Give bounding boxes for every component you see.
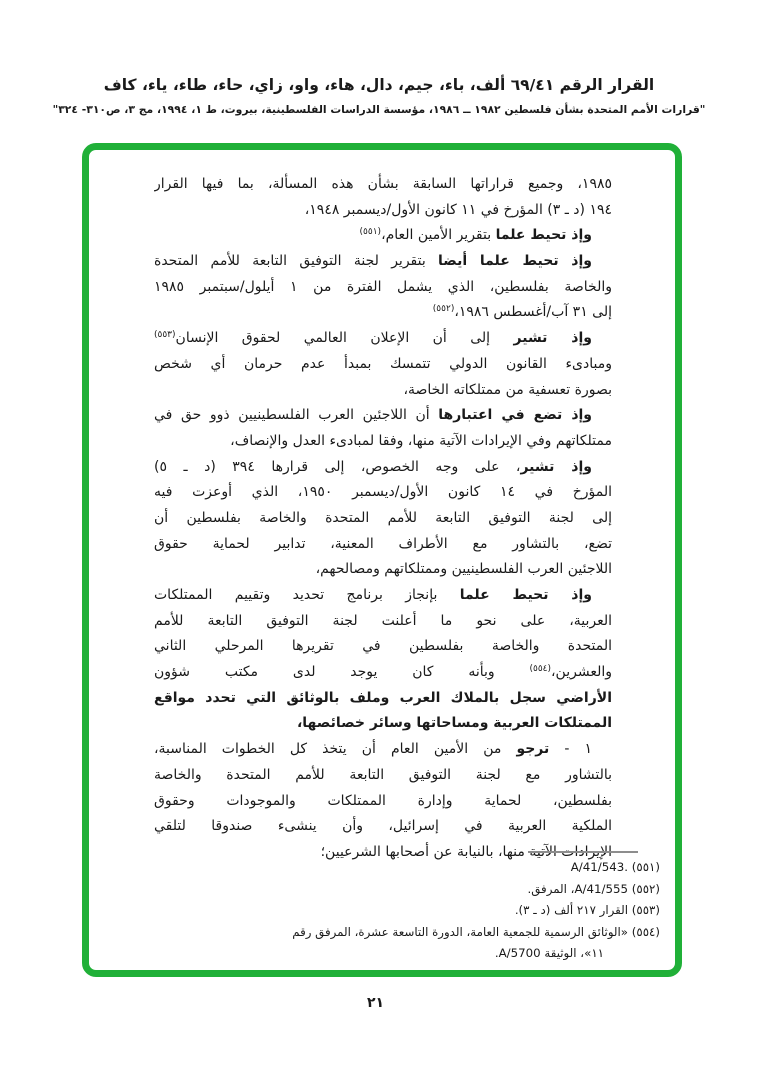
body-text-line <box>154 583 612 609</box>
text-segment: إلى أن الإعلان العالمي لحقوق الإنسان <box>175 330 514 347</box>
resolution-body-text <box>154 172 612 866</box>
text-segment: ، المرفق. <box>527 881 575 896</box>
body-text-line <box>154 352 612 378</box>
text-segment: إلى ٣١ آب/أغسطس ١٩٨٦، <box>454 304 612 321</box>
text-segment: (٥٥٢) <box>628 881 660 896</box>
text-segment: الممتلكات العربية ومساحاتها وسائر خصائصها، <box>296 715 612 732</box>
text-segment: من الأمين العام أن يتخذ كل الخطوات المناسبة، <box>154 741 517 758</box>
footnote-line <box>218 900 660 922</box>
body-text-line <box>154 686 612 712</box>
text-segment: وإذ تشير <box>513 330 592 347</box>
text-segment: اللاجئين العرب الفلسطينيين وممتلكاتهم ومصالحهم، <box>315 561 612 578</box>
body-text-line <box>154 300 612 326</box>
body-text-line <box>154 532 612 558</box>
body-text-line <box>154 223 612 249</box>
text-segment: بفلسطين، لحماية وإدارة الممتلكات والموجودات وحقوق <box>154 792 612 809</box>
text-segment: ممتلكاتهم وفي الإيرادات الآتية منها، وفقا لمبادىء العدل والإنصاف، <box>230 432 612 449</box>
text-segment: A/5700 <box>498 946 541 960</box>
text-segment: تضع، بالتشاور مع الأطراف المعنية، تدابير لحماية حقوق <box>154 535 612 552</box>
text-segment: A/41/543. <box>570 860 629 874</box>
green-border-frame <box>82 143 682 977</box>
text-segment: بتقرير الأمين العام، <box>381 227 496 244</box>
text-segment: (٥٥٣) القرار ٢١٧ ألف (د ـ ٣). <box>514 903 660 917</box>
text-segment: ١٩٤ (د ـ ٣) المؤرخ في ١١ كانون الأول/ديسمبر ١٩٤٨، <box>304 201 612 218</box>
text-segment: الإيرادات الآتية منها، بالنيابة عن أصحابها الشرعيين؛ <box>320 843 612 860</box>
text-segment: المؤرخ في ١٤ كانون الأول/ديسمبر ١٩٥٠، الذي أوعزت فيه <box>154 484 612 501</box>
text-segment: والخاصة بفلسطين، الذي يشمل الفترة من ١ أيلول/سبتمبر ١٩٨٥ <box>154 278 612 295</box>
source-citation: "قرارات الأمم المتحدة بشأن فلسطين ١٩٨٢ ــ ١٩٨٦، مؤسسة الدراسات الفلسطينية، بيروت، ط ١، ١٩٩٤، مج ٣، ص٣١٠- ٣٢٤" <box>52 103 706 116</box>
text-segment: . <box>494 946 499 960</box>
body-text-line <box>154 660 612 686</box>
footnote-separator-rule <box>528 851 638 853</box>
text-segment: وإذ تضع في اعتبارها <box>438 407 592 424</box>
body-text-line <box>154 455 612 481</box>
body-text-line <box>154 634 612 660</box>
body-text-line <box>154 198 612 224</box>
body-text-line <box>154 737 612 763</box>
body-text-line <box>154 403 612 429</box>
text-segment: بإنجاز برنامج تحديد وتقييم الممتلكات <box>154 587 460 603</box>
footnote-line <box>218 943 660 965</box>
footnote-line <box>218 857 660 879</box>
resolution-title: القرار الرقم ٦٩/٤١ ألف، باء، جيم، دال، هاء، واو، زاي، حاء، طاء، ياء، كاف <box>103 76 655 94</box>
text-segment: ومبادىء القانون الدولي تتمسك بمبدأ عدم حرمان أي شخص <box>154 355 612 372</box>
text-segment: A/41/555 <box>574 881 629 896</box>
text-segment: ١٩٨٥، وجميع قراراتها السابقة بشأن هذه المسألة، بما فيها القرار <box>154 176 612 192</box>
body-text-line <box>154 326 612 352</box>
footnote-ref: (٥٥٢) <box>432 304 455 315</box>
body-text-line <box>154 429 612 455</box>
footnote-line <box>218 879 660 901</box>
text-segment: وبأنه كان يوجد لدى مكتب شؤون <box>154 664 530 681</box>
body-text-line <box>154 506 612 532</box>
text-segment: وإذ تحيط علما <box>459 587 592 603</box>
text-segment: ١ - <box>549 741 592 758</box>
text-segment: والعشرين، <box>551 664 612 681</box>
footnotes-block <box>218 857 660 965</box>
text-segment: بتقرير لجنة التوفيق التابعة للأمم المتحدة <box>154 253 439 270</box>
text-segment: بصورة تعسفية من ممتلكاته الخاصة، <box>403 381 612 398</box>
text-segment: وإذ تحيط علما أيضا <box>438 253 592 270</box>
footnote-ref: (٥٥٣) <box>154 330 176 341</box>
text-segment: ترجو <box>516 741 550 758</box>
text-segment: ، على وجه الخصوص، إلى قرارها ٣٩٤ (د ـ ٥) <box>154 458 521 475</box>
text-segment: إلى لجنة التوفيق التابعة للأمم المتحدة والخاصة بفلسطين أن <box>154 509 612 526</box>
text-segment: بالتشاور مع لجنة التوفيق التابعة للأمم المتحدة والخاصة <box>154 766 612 783</box>
body-text-line <box>154 711 612 737</box>
body-text-line <box>154 763 612 789</box>
text-segment: (٥٥١) <box>628 860 660 874</box>
body-text-line <box>154 789 612 815</box>
body-text-line <box>154 480 612 506</box>
text-segment: وإذ تشير <box>520 458 592 475</box>
text-segment: ١١»، الوثيقة <box>540 946 604 960</box>
text-segment: الأراضي سجل بالملاك العرب وملف بالوثائق التي تحدد مواقع <box>154 689 612 706</box>
body-text-line <box>154 378 612 404</box>
text-segment: المتحدة والخاصة بفلسطين في تقريرها المرحلي الثاني <box>154 638 612 655</box>
footnote-line <box>218 922 660 944</box>
footnote-ref: (٥٥١) <box>359 227 382 238</box>
page-number: ٢١ <box>366 995 385 1011</box>
page-header <box>0 76 758 116</box>
text-segment: أن اللاجئين العرب الفلسطينيين ذوو حق في <box>154 407 439 424</box>
body-text-line <box>154 557 612 583</box>
body-text-line <box>154 275 612 301</box>
body-text-line <box>154 249 612 275</box>
footnote-ref: (٥٥٤) <box>529 664 552 675</box>
body-text-line <box>154 609 612 635</box>
text-segment: (٥٥٤) «الوثائق الرسمية للجمعية العامة، الدورة التاسعة عشرة، المرفق رقم <box>292 924 660 939</box>
body-text-line <box>154 172 612 198</box>
body-text-line <box>154 814 612 840</box>
text-segment: الملكية العربية في إسرائيل، وأن ينشىء صندوقا لتلقي <box>154 818 612 835</box>
text-segment: وإذ تحيط علما <box>495 227 592 244</box>
text-segment: العربية، على نحو ما أعلنت لجنة التوفيق التابعة للأمم <box>154 612 612 629</box>
